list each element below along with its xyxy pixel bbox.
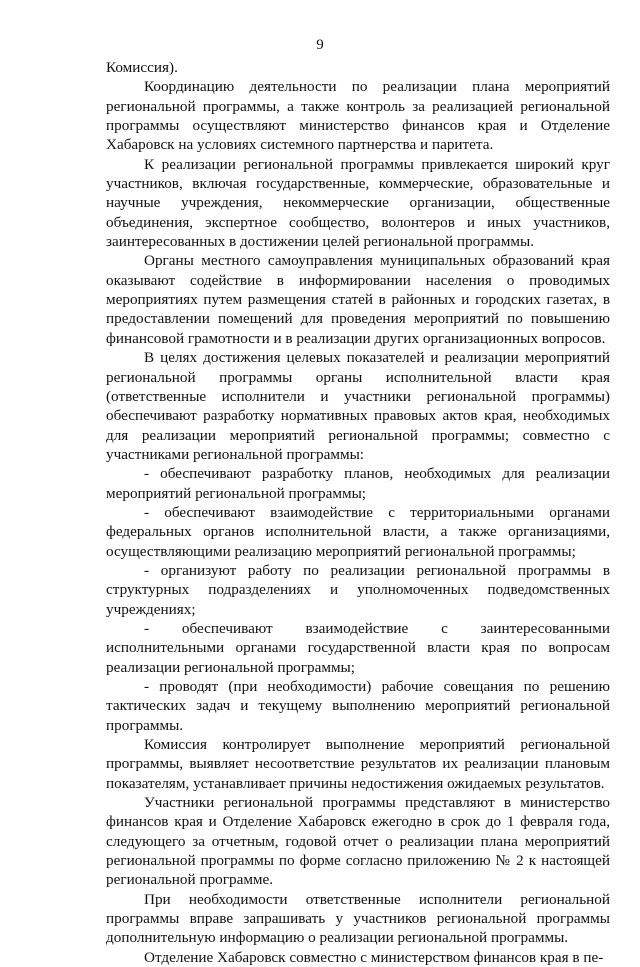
paragraph-coordination: Координацию деятельности по реализации плана мероприятий региональной программы, а также контроль за реализацией региональной программы осуществляют министерство финансов края и Отделение Хабаровск на условиях системного партнерства и паритета. [106,78,610,154]
paragraph-annual-report: Участники региональной программы представляют в министерство финансов края и Отделение Хабаровск ежегодно в срок до 1 февраля года, следующего за отчетным, годовой отчет о реализации плана мероприятий региональной программы по форме согласно приложению № 2 к настоящей региональной программе. [106,794,610,889]
list-item-meetings: - проводят (при необходимости) рабочие совещания по решению тактических задач и текущему выполнению мероприятий региональной программы. [106,678,610,734]
paragraph-participants: К реализации региональной программы привлекается широкий круг участников, включая государственные, коммерческие, образовательные и научные учреждения, некоммерческие организации, общественные объединения, экспертное сообщество, волонтеров и иных участников, заинтересованных в достижении целей региональной программы. [106,155,610,251]
list-item-organize-work: - организуют работу по реализации региональной программы в структурных подразделениях и уполномоченных подведомственных учреждениях; [106,561,610,618]
list-item-plans: - обеспечивают разработку планов, необходимых для реализации мероприятий региональной программы; [106,465,610,502]
list-item-federal-interaction: - обеспечивают взаимодействие с территориальными органами федеральных органов исполнительной власти, а также организациями, осуществляющими реализацию мероприятий региональной программы; [106,503,610,560]
paragraph-office-khabarovsk: Отделение Хабаровск совместно с министерством финансов края в пе- [144,948,604,966]
paragraph-executive-bodies: В целях достижения целевых показателей и реализации мероприятий региональной программы органы исполнительной власти края (ответственные исполнители и участники региональной программы) обеспечивают разработку нормативных правовых актов края, необходимых для реализации мероприятий региональной программы; совместно с участниками региональной программы: [106,349,610,463]
document-body [106,58,610,967]
page-number: 9 [316,37,324,53]
paragraph-commission-control: Комиссия контролирует выполнение мероприятий региональной программы, выявляет несоответствие результатов их реализации плановым показателям, устанавливает причины недостижения ожидаемых результатов. [106,736,610,792]
paragraph-local-government: Органы местного самоуправления муниципальных образований края оказывают содействие в информировании населения о проводимых мероприятиях путем размещения статей в районных и городских газетах, в предоставлении помещений для проведения мероприятий по повышению финансовой грамотности и в реализации других организационных вопросов. [106,252,610,347]
paragraph-additional-info: При необходимости ответственные исполнители региональной программы вправе запрашивать у участников региональной программы дополнительную информацию о реализации региональной программы. [106,890,610,947]
paragraph-continuation: Комиссия). [106,59,178,76]
list-item-interested-bodies: - обеспечивают взаимодействие с заинтересованными исполнительными органами государственной власти края по вопросам реализации региональной программы; [106,619,610,676]
